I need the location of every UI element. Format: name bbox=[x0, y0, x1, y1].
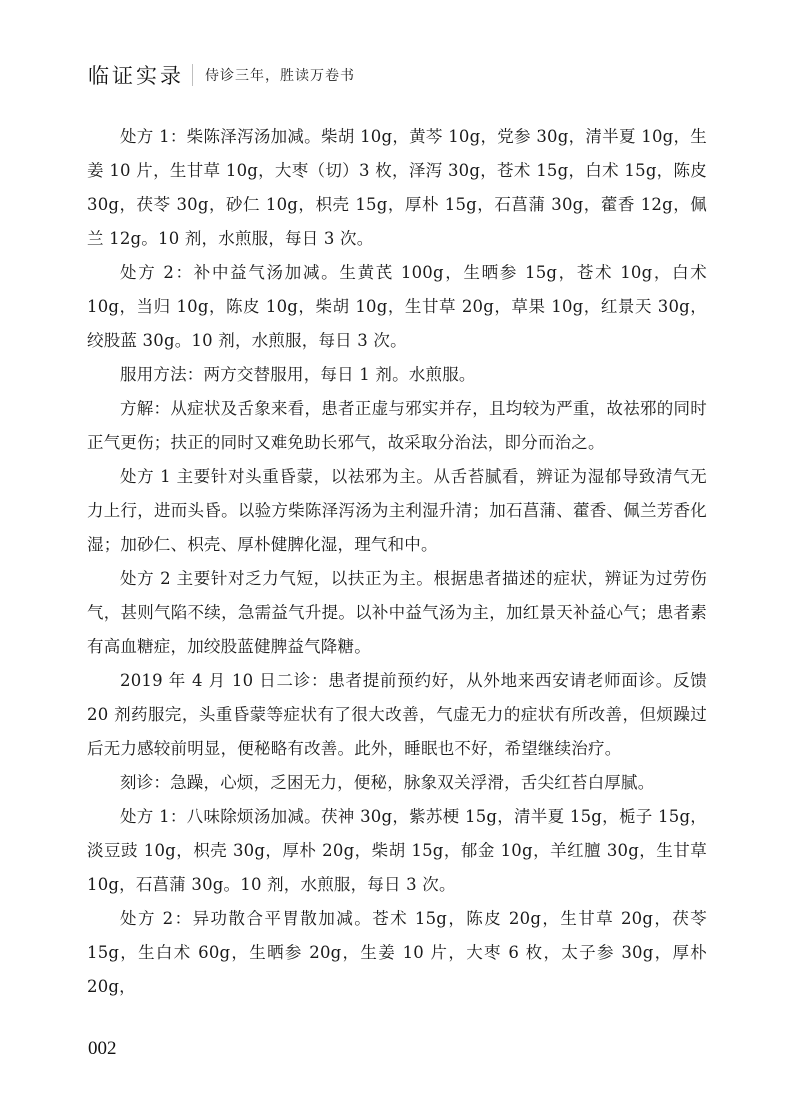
body-text bbox=[87, 120, 707, 1004]
paragraph-usage-method: 服用方法：两方交替服用，每日 1 剂。水煎服。 bbox=[120, 365, 476, 384]
paragraph-prescription-1: 处方 1：柴陈泽泻汤加减。柴胡 10g，黄芩 10g，党参 30g，清半夏 10g，生姜 10 片，生甘草 10g，大枣（切）3 枚，泽泻 30g，苍术 15g，白术 15g，陈皮 30g，茯苓 30g，砂仁 10g，枳壳 15g，厚朴 15g，石菖蒲 30g，藿香 12g，佩兰 12g。10 剂，水煎服，每日 3 次。 bbox=[87, 127, 707, 248]
running-header bbox=[88, 60, 355, 90]
book-subtitle: 侍诊三年，胜读万卷书 bbox=[205, 68, 355, 84]
paragraph-second-prescription-1: 处方 1：八味除烦汤加减。茯神 30g，紫苏梗 15g，清半夏 15g，栀子 15g，淡豆豉 10g，枳壳 30g，厚朴 20g，柴胡 15g，郁金 10g，羊红膻 30g，生甘草 10g，石菖蒲 30g。10 剂，水煎服，每日 3 次。 bbox=[87, 807, 707, 894]
book-title: 临证实录 bbox=[88, 64, 184, 88]
paragraph-current-diagnosis: 刻诊：急躁，心烦，乏困无力，便秘，脉象双关浮滑，舌尖红苔白厚腻。 bbox=[120, 773, 655, 792]
paragraph-prescription-1-analysis: 处方 1 主要针对头重昏蒙，以祛邪为主。从舌苔腻看，辨证为湿郁导致清气无力上行，进而头昏。以验方柴陈泽泻汤为主利湿升清；加石菖蒲、藿香、佩兰芳香化湿；加砂仁、枳壳、厚朴健脾化湿，理气和中。 bbox=[87, 467, 707, 554]
page-number: 002 bbox=[88, 1038, 117, 1059]
paragraph-second-prescription-2: 处方 2：异功散合平胃散加减。苍术 15g，陈皮 20g，生甘草 20g，茯苓 15g，生白术 60g，生晒参 20g，生姜 10 片，大枣 6 枚，太子参 30g，厚朴 20g， bbox=[87, 909, 707, 996]
paragraph-prescription-2: 处方 2：补中益气汤加减。生黄芪 100g，生晒参 15g，苍术 10g，白术 10g，当归 10g，陈皮 10g，柴胡 10g，生甘草 20g，草果 10g，红景天 30g，绞股蓝 30g。10 剂，水煎服，每日 3 次。 bbox=[87, 263, 707, 350]
paragraph-formula-explanation: 方解：从症状及舌象来看，患者正虚与邪实并存，且均较为严重，故祛邪的同时正气更伤；扶正的同时又难免助长邪气，故采取分治法，即分而治之。 bbox=[87, 399, 707, 452]
paragraph-second-visit: 2019 年 4 月 10 日二诊：患者提前预约好，从外地来西安请老师面诊。反馈 20 剂药服完，头重昏蒙等症状有了很大改善，气虚无力的症状有所改善，但烦躁过后无力感较前明显，便秘略有改善。此外，睡眠也不好，希望继续治疗。 bbox=[87, 671, 707, 758]
paragraph-prescription-2-analysis: 处方 2 主要针对乏力气短，以扶正为主。根据患者描述的症状，辨证为过劳伤气，甚则气陷不续，急需益气升提。以补中益气汤为主，加红景天补益心气；患者素有高血糖症，加绞股蓝健脾益气降糖。 bbox=[87, 569, 707, 656]
header-divider bbox=[192, 64, 193, 86]
